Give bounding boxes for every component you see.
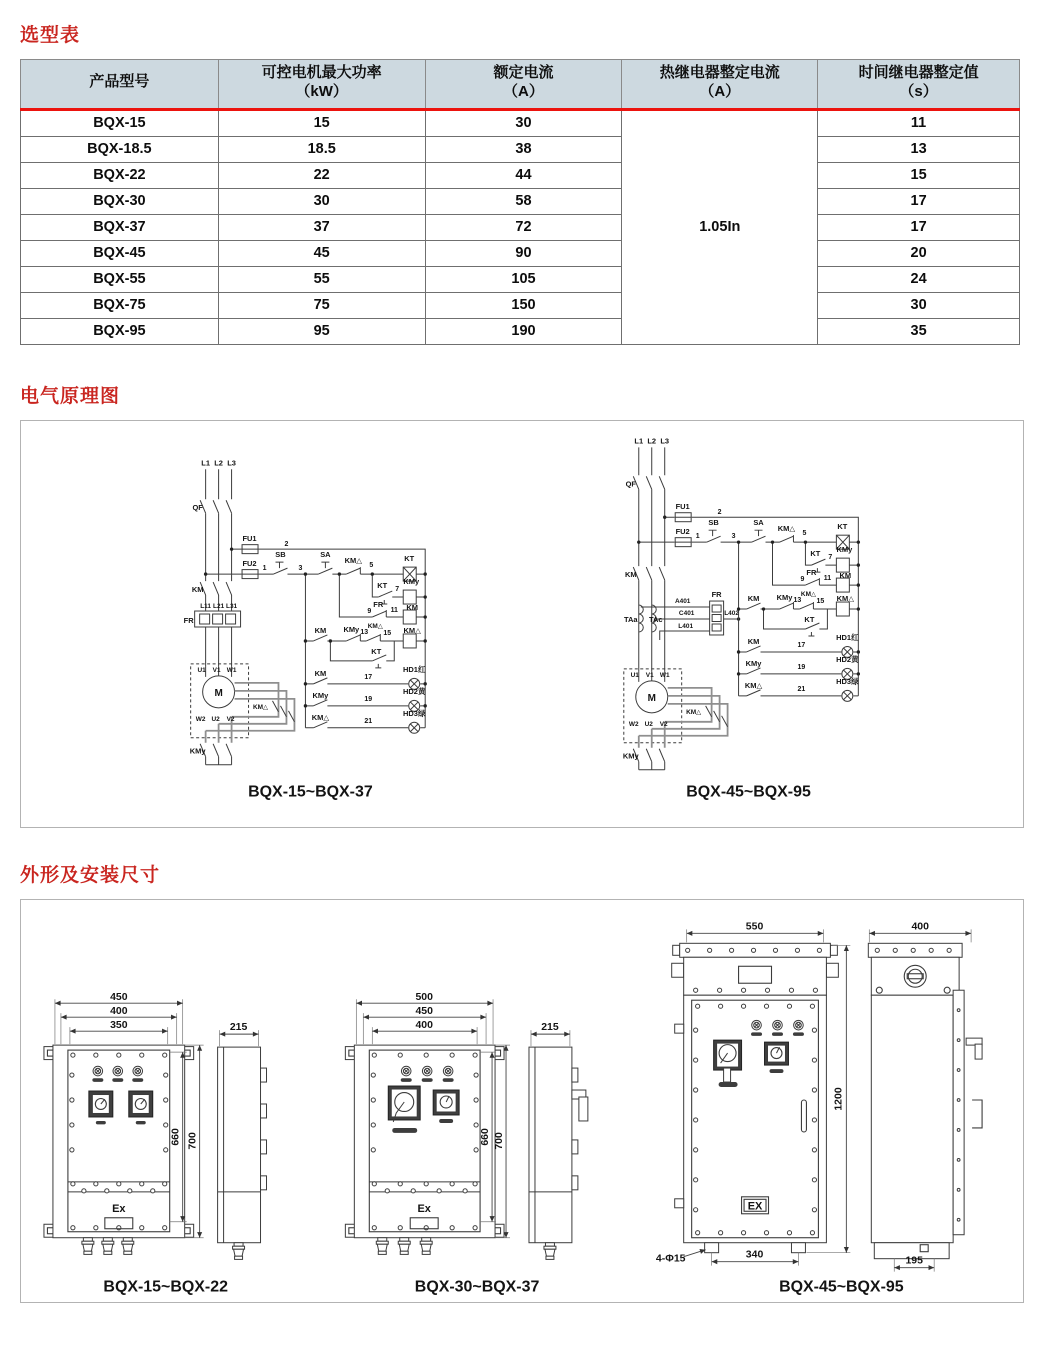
header-col-thermal: 热继电器整定电流 （A） — [622, 60, 818, 110]
model-cell: BQX-22 — [21, 162, 219, 188]
svg-text:L11: L11 — [200, 602, 212, 610]
indicator-lamp — [751, 1020, 762, 1036]
table-row — [21, 188, 1020, 214]
cable-gland — [420, 1237, 432, 1254]
indicator-lamp — [793, 1020, 804, 1036]
indicator-lamp — [112, 1066, 123, 1082]
svg-text:A401: A401 — [674, 597, 691, 605]
model-cell: BQX-37 — [21, 214, 219, 240]
current-cell: 58 — [425, 188, 622, 214]
svg-text:400: 400 — [110, 1005, 128, 1017]
svg-text:EX: EX — [747, 1199, 763, 1212]
power-cell: 75 — [218, 292, 425, 318]
side-view — [529, 1022, 588, 1259]
model-cell: BQX-18.5 — [21, 136, 219, 162]
time-cell: 17 — [818, 188, 1020, 214]
model-cell: BQX-55 — [21, 266, 219, 292]
svg-text:400: 400 — [911, 920, 929, 932]
time-cell: 17 — [818, 214, 1020, 240]
svg-text:L3: L3 — [660, 435, 670, 445]
indicator-lamp — [772, 1020, 783, 1036]
schematic-figure — [21, 421, 1023, 827]
cable-gland — [544, 1242, 556, 1259]
table-row — [21, 136, 1020, 162]
svg-text:340: 340 — [745, 1249, 764, 1261]
thermal-setting-cell: 1.05In — [622, 109, 818, 344]
front-view — [672, 943, 839, 1252]
svg-text:FR: FR — [183, 615, 194, 625]
current-cell: 44 — [425, 162, 622, 188]
schematic-panel — [20, 420, 1024, 828]
power-cell: 22 — [218, 162, 425, 188]
selection-table — [20, 59, 1020, 345]
svg-text:C401: C401 — [678, 609, 695, 617]
schematic-right-caption: BQX-45~BQX-95 — [686, 783, 811, 801]
svg-text:1200: 1200 — [833, 1086, 845, 1111]
header-col-model: 产品型号 — [21, 60, 219, 110]
svg-text:700: 700 — [187, 1131, 199, 1150]
indicator-lamp — [443, 1066, 454, 1082]
svg-text:660: 660 — [480, 1127, 492, 1146]
header-col-current: 额定电流 （A） — [425, 60, 622, 110]
mounting-foot — [791, 1242, 805, 1252]
svg-text:QF: QF — [625, 478, 636, 488]
model-cell: BQX-45 — [21, 240, 219, 266]
model-cell: BQX-15 — [21, 109, 219, 136]
svg-text:QF: QF — [192, 502, 203, 512]
svg-text:400: 400 — [415, 1019, 433, 1031]
indicator-lamp — [422, 1066, 433, 1082]
time-cell: 24 — [818, 266, 1020, 292]
time-cell: 35 — [818, 318, 1020, 344]
svg-text:TAc: TAc — [648, 614, 663, 624]
svg-text:L2: L2 — [214, 457, 223, 467]
time-cell: 20 — [818, 240, 1020, 266]
power-cell: 18.5 — [218, 136, 425, 162]
current-cell: 150 — [425, 292, 622, 318]
indicator-lamp — [132, 1066, 143, 1082]
mounting-foot — [705, 1242, 719, 1252]
drawing-bqx15-22 — [44, 992, 267, 1295]
current-cell: 190 — [425, 318, 622, 344]
drawing1-caption: BQX-15~BQX-22 — [103, 1278, 229, 1296]
drawing2-caption: BQX-30~BQX-37 — [414, 1278, 540, 1296]
current-cell: 72 — [425, 214, 622, 240]
svg-text:660: 660 — [170, 1127, 182, 1146]
ex-mark: Ex — [112, 1202, 126, 1215]
schematic-left-caption: BQX-15~BQX-37 — [248, 783, 373, 801]
schematic-bqx45-95 — [623, 436, 860, 800]
table-row — [21, 292, 1020, 318]
drawing-bqx30-37 — [345, 992, 588, 1295]
power-cell: 30 — [218, 188, 425, 214]
svg-text:350: 350 — [110, 1019, 128, 1031]
table-row — [21, 162, 1020, 188]
cable-gland — [82, 1237, 94, 1254]
front-view — [345, 1045, 504, 1254]
svg-text:L401: L401 — [678, 622, 694, 630]
time-cell: 30 — [818, 292, 1020, 318]
svg-text:450: 450 — [110, 991, 128, 1003]
header-row — [21, 60, 1020, 110]
table-row — [21, 214, 1020, 240]
selection-section-title: 选型表 — [20, 25, 81, 46]
svg-text:TAa: TAa — [624, 614, 638, 624]
svg-text:KM: KM — [624, 569, 637, 579]
table-row — [21, 109, 1020, 136]
side-handle-loop — [972, 1100, 982, 1128]
drawing3-caption: BQX-45~BQX-95 — [779, 1278, 904, 1296]
svg-text:215: 215 — [541, 1021, 559, 1033]
power-cell: 37 — [218, 214, 425, 240]
indicator-lamp — [401, 1066, 412, 1082]
drawing-bqx45-95 — [656, 921, 982, 1295]
time-cell: 15 — [818, 162, 1020, 188]
model-cell: BQX-30 — [21, 188, 219, 214]
cable-gland — [122, 1237, 134, 1254]
side-view — [218, 1022, 267, 1259]
cable-gland — [233, 1242, 245, 1259]
current-cell: 30 — [425, 109, 622, 136]
side-view — [868, 921, 982, 1271]
model-cell: BQX-75 — [21, 292, 219, 318]
svg-text:L2: L2 — [647, 435, 657, 445]
indicator-lamp — [92, 1066, 103, 1082]
table-row — [21, 318, 1020, 344]
time-cell: 13 — [818, 136, 1020, 162]
svg-text:500: 500 — [415, 991, 433, 1003]
table-row — [21, 266, 1020, 292]
current-cell: 90 — [425, 240, 622, 266]
outline-panel — [20, 899, 1024, 1303]
svg-text:700: 700 — [494, 1131, 506, 1150]
hinge-strip — [953, 990, 964, 1235]
svg-text:L21: L21 — [213, 602, 225, 610]
svg-text:KM: KM — [191, 584, 204, 594]
svg-text:L1: L1 — [634, 435, 644, 445]
schematic-section-title: 电气原理图 — [20, 385, 121, 407]
current-cell: 105 — [425, 266, 622, 292]
svg-text:L31: L31 — [226, 602, 238, 610]
power-cell: 95 — [218, 318, 425, 344]
time-cell: 11 — [818, 109, 1020, 136]
current-transformer-group — [624, 590, 740, 640]
svg-text:215: 215 — [229, 1021, 248, 1033]
power-cell: 55 — [218, 266, 425, 292]
svg-text:FR: FR — [711, 589, 722, 599]
front-view — [44, 1045, 194, 1254]
power-cell: 45 — [218, 240, 425, 266]
outline-section-title: 外形及安装尺寸 — [20, 864, 161, 886]
cable-gland — [398, 1237, 410, 1254]
schematic-bqx15-37 — [184, 458, 427, 800]
svg-text:4-Φ15: 4-Φ15 — [655, 1253, 686, 1265]
outline-figure — [21, 900, 1023, 1302]
table-row — [21, 240, 1020, 266]
power-cell: 15 — [218, 109, 425, 136]
thermal-relay-symbol — [195, 611, 241, 627]
svg-text:450: 450 — [415, 1005, 433, 1017]
current-cell: 38 — [425, 136, 622, 162]
svg-text:L1: L1 — [201, 457, 210, 467]
header-col-power: 可控电机最大功率 （kW） — [218, 60, 425, 110]
cable-gland — [376, 1237, 388, 1254]
svg-text:550: 550 — [745, 920, 764, 932]
ex-mark: Ex — [417, 1202, 431, 1215]
svg-text:L3: L3 — [227, 457, 236, 467]
svg-text:195: 195 — [905, 1255, 923, 1267]
header-col-time: 时间继电器整定值 （s） — [818, 60, 1020, 110]
model-cell: BQX-95 — [21, 318, 219, 344]
svg-text:L402: L402 — [724, 609, 739, 617]
cable-gland — [102, 1237, 114, 1254]
